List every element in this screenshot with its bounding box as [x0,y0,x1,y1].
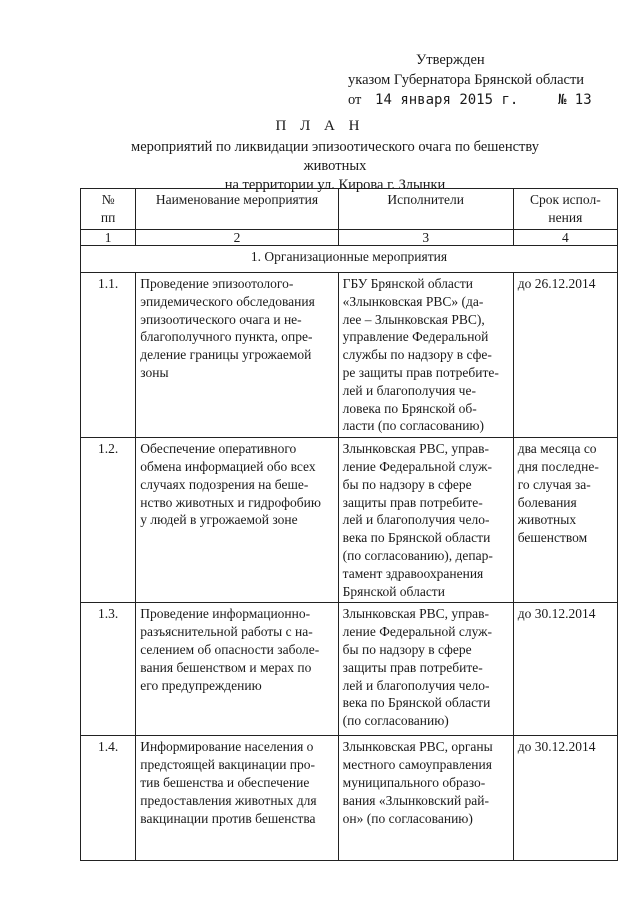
row-executors: Злынковская РВС, управ- ление Федеральной служ- бы по надзору в сфере защиты прав потребите- лей и благополучия чело- века по Брянской области (по согласованию), депар- тамент здравоохранения Брянской области [338,438,513,603]
row-number: 1.3. [81,603,136,736]
approval-date: 14 января 2015 г. [375,92,519,108]
table-row [81,603,618,736]
row-executors: Злынковская РВС, управ- ление Федеральной служ- бы по надзору в сфере защиты прав потребите- лей и благополучия чело- века по Брянской области (по согласованию) [338,603,513,736]
column-number-row [81,230,618,246]
subtitle-line-1: мероприятий по ликвидации эпизоотического очага по бешенству животных [131,139,539,174]
row-activity: Обеспечение оперативного обмена информацией обо всех случаях подозрения на беше- нство животных и гидрофобию у людей в угрожаемой зоне [136,438,338,603]
header-row [81,189,618,230]
header-executors: Исполнители [338,189,513,230]
approval-prefix: от [348,92,362,108]
column-number: 1 [81,230,136,246]
header-deadline: Срок испол- нения [513,189,617,230]
subtitle-line-2: на территории ул. Кирова г. Злынки [224,177,446,193]
approval-line-approved: Утвержден [416,52,485,68]
row-activity: Информирование населения о предстоящей вакцинации про- тив бешенства и обеспечение предоставления животных для вакцинации против бешенства [136,736,338,861]
plan-table [80,188,618,861]
column-number: 3 [338,230,513,246]
table-row [81,438,618,603]
approval-number: № 13 [557,92,592,108]
table-row [81,273,618,438]
row-deadline: до 30.12.2014 [513,603,617,736]
row-deadline: два месяца со дня последне- го случая за- болевания животных бешенством [513,438,617,603]
row-number: 1.2. [81,438,136,603]
header-activity: Наименование мероприятия [136,189,338,230]
section-title: 1. Организационные мероприятия [81,246,618,273]
row-number: 1.1. [81,273,136,438]
table-row [81,736,618,861]
section-row [81,246,618,273]
row-activity: Проведение информационно- разъяснительной работы с на- селением об опасности заболе- вания бешенством и мерах по его предупреждению [136,603,338,736]
column-number: 2 [136,230,338,246]
approval-line-decree: указом Губернатора Брянской области [348,72,585,88]
document-title: П Л А Н [275,118,365,134]
row-deadline: до 30.12.2014 [513,736,617,861]
document-subtitle [100,138,570,195]
row-executors: ГБУ Брянской области «Злынковская РВС» (да- лее – Злынковская РВС), управление Федеральной службы по надзору в сфе- ре защиты прав потребите- лей и благополучия че- ловека по Брянской об- ласти (по согласованию) [338,273,513,438]
approval-date-line [348,90,592,110]
row-executors: Злынковская РВС, органы местного самоуправления муниципального образо- вания «Злынковский рай- он» (по согласованию) [338,736,513,861]
row-deadline: до 26.12.2014 [513,273,617,438]
row-activity: Проведение эпизоотолого- эпидемического обследования эпизоотического очага и не- благополучного пункта, опре- деление границы угрожаемой зоны [136,273,338,438]
row-number: 1.4. [81,736,136,861]
column-number: 4 [513,230,617,246]
header-number: № пп [81,189,136,230]
approval-block [348,50,592,110]
